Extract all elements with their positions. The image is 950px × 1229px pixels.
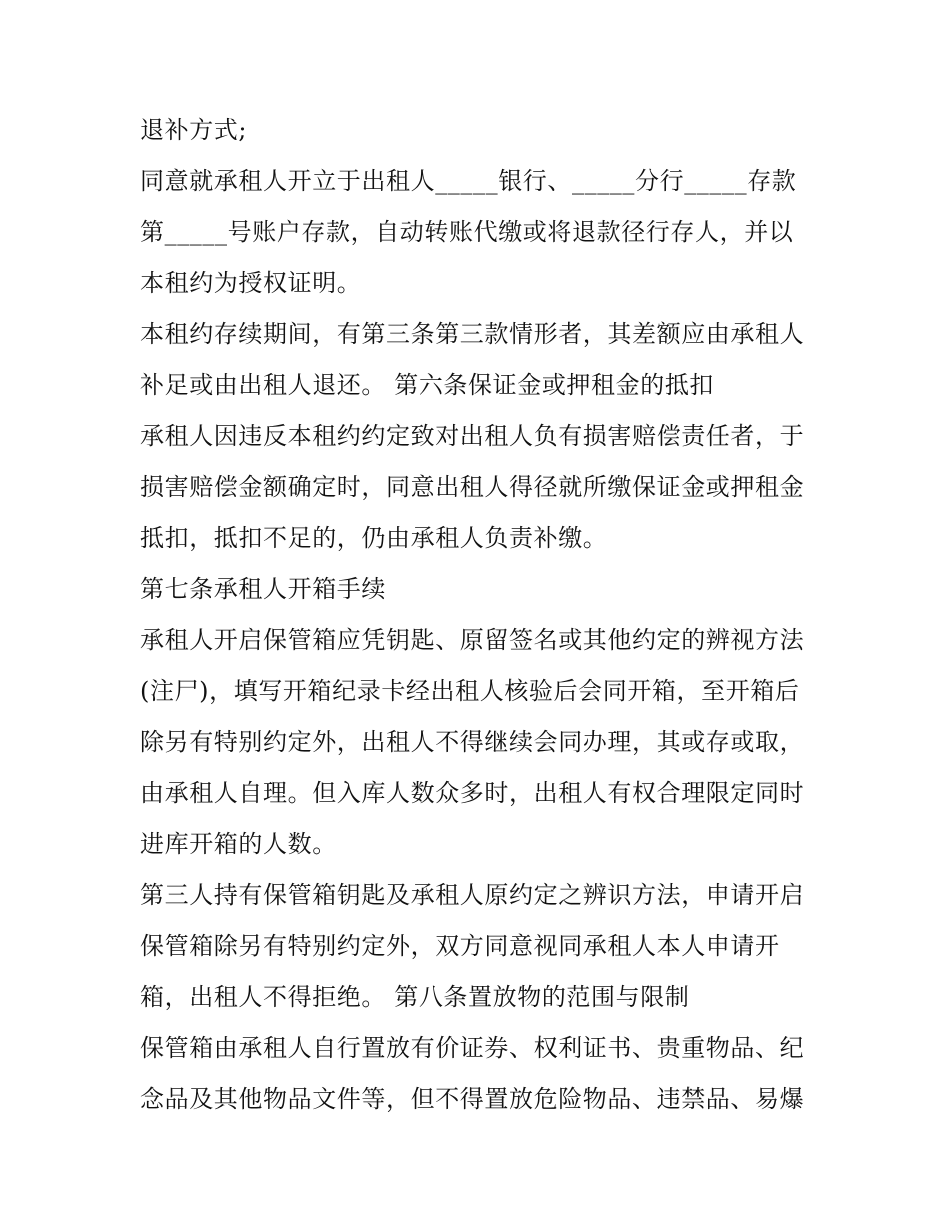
text-line: 由承租人自理。但入库人数众多时，出租人有权合理限定同时: [140, 779, 805, 807]
text-line: 本租约为授权证明。: [140, 269, 362, 297]
text-line: 补足或由出租人退还。 第六条保证金或押租金的抵扣: [140, 371, 715, 399]
text-line: 承租人开启保管箱应凭钥匙、原留签名或其他约定的辨视方法: [140, 626, 805, 654]
text-line: 同意就承租人开立于出租人_____银行、_____分行_____存款: [140, 167, 797, 195]
text-line: 本租约存续期间，有第三条第三款情形者，其差额应由承租人: [140, 320, 805, 348]
text-line: 箱，出租人不得拒绝。 第八条置放物的范围与限制: [140, 983, 690, 1011]
text-line: 退补方式;: [140, 116, 248, 144]
text-line: 损害赔偿金额确定时，同意出租人得径就所缴保证金或押租金: [140, 473, 805, 501]
document-body: [140, 110, 840, 1130]
text-line: 承租人因违反本租约约定致对出租人负有损害赔偿责任者，于: [140, 422, 805, 450]
text-line: 保管箱由承租人自行置放有价证券、权利证书、贵重物品、纪: [140, 1034, 805, 1062]
text-line: (注尸)，填写开箱纪录卡经出租人核验后会同开箱，至开箱后: [140, 677, 800, 705]
text-line: 念品及其他物品文件等，但不得置放危险物品、违禁品、易爆: [140, 1085, 805, 1113]
text-line: 保管箱除另有特别约定外，双方同意视同承租人本人申请开: [140, 932, 780, 960]
text-line: 进库开箱的人数。: [140, 830, 337, 858]
text-line: 除另有特别约定外，出租人不得继续会同办理，其或存或取，: [140, 728, 805, 756]
text-line: 第_____号账户存款，自动转账代缴或将退款径行存人，并以: [140, 218, 794, 246]
text-line: 第三人持有保管箱钥匙及承租人原约定之辨识方法，申请开启: [140, 881, 805, 909]
text-line: 抵扣，抵扣不足的，仍由承租人负责补缴。: [140, 524, 608, 552]
text-line: 第七条承租人开箱手续: [140, 575, 386, 603]
